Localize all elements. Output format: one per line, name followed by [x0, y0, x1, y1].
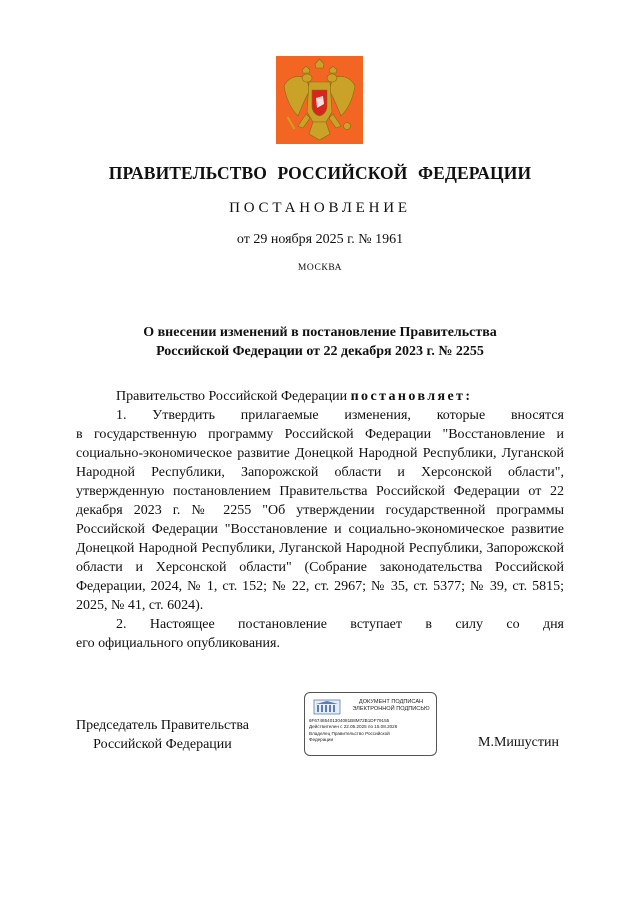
stamp-details — [309, 718, 397, 744]
coat-of-arms-icon — [276, 56, 363, 144]
document-city: МОСКВА — [297, 263, 343, 273]
electronic-signature-stamp — [304, 692, 437, 756]
paragraph-2: его официального опубликования. — [76, 636, 280, 651]
signatory-title — [76, 716, 249, 754]
signatory-title-line: Председатель Правительства — [76, 718, 249, 733]
resolution-intro-text: Правительство Российской Федерации — [116, 389, 351, 404]
stamp-validity: Действителен с 22.05.2025 по 15.08.2026 — [309, 724, 398, 730]
signatory-title-line: Российской Федерации — [93, 737, 232, 752]
document-title-line: О внесении изменений в постановление Правительства — [143, 325, 497, 340]
paragraph-1-first-line: 1. Утвердить прилагаемые изменения, которые вносятся — [116, 408, 564, 423]
stamp-heading-line: ДОКУМЕНТ ПОДПИСАН — [358, 699, 424, 705]
stamp-owner: Федерации — [309, 737, 334, 743]
stamp-heading — [345, 699, 437, 713]
government-heading: ПРАВИТЕЛЬСТВО РОССИЙСКОЙ ФЕДЕРАЦИИ — [108, 163, 532, 183]
stamp-owner: Владелец Правительство Российской — [309, 730, 390, 736]
document-type: ПОСТАНОВЛЕНИЕ — [229, 200, 411, 216]
resolution-intro — [76, 387, 564, 406]
stamp-serial: 6F67485401304081B8M72B1DF79155 — [309, 718, 390, 723]
building-icon — [313, 699, 341, 715]
stamp-heading-line: ЭЛЕКТРОННОЙ ПОДПИСЬЮ — [352, 706, 430, 712]
document-title-line: Российской Федерации от 22 декабря 2023 г. № 2255 — [156, 344, 484, 359]
paragraph-1: в государственную программу Российской Федерации "Восстановление и социально-экономическое развитие Донецкой Народной Республики, Луганской Народной Республики, Запорожской области и Херсонской области", утвержденную постановлением Правительства Российской Федерации от 22 декабря 2023 г. № 2255 "Об утверждении государственной программы Российской Федерации "Восстановление и социально-экономическое развитие Донецкой Народной Республики, Луганской Народной Республики, Запорожской области и Херсонской области" (Собрание законодательства Российской Федерации, 2024, № 1, ст. 152; № 22, ст. 2967; № 35, ст. 5377; № 39, ст. 5815; 2025, № 41, ст. 6024). — [76, 427, 564, 613]
document-body — [76, 387, 564, 653]
signatory-name: М.Мишустин — [478, 735, 559, 750]
document-title — [0, 323, 640, 361]
paragraph-2-first-line: 2. Настоящее постановление вступает в силу со дня — [116, 617, 564, 632]
resolution-keyword: постановляет: — [350, 389, 473, 404]
document-date-number: от 29 ноября 2025 г. № 1961 — [236, 232, 404, 247]
